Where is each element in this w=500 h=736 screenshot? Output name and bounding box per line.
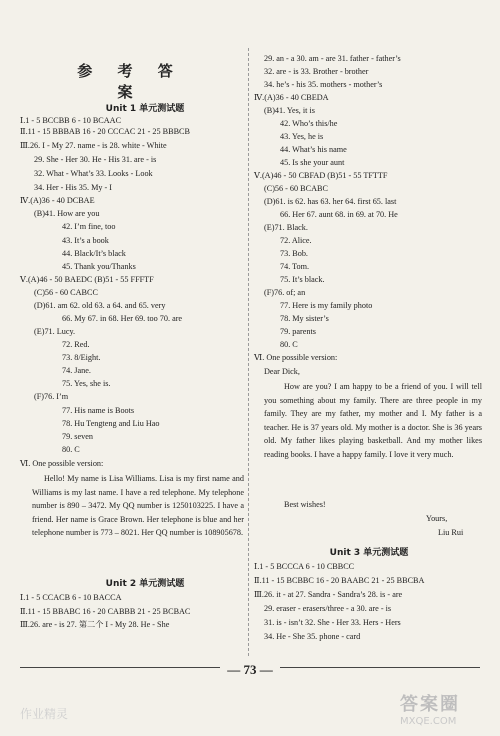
answer-line: Ⅳ.(A)36 - 40 DCBAE bbox=[20, 196, 95, 205]
answer-line: 80. C bbox=[62, 445, 80, 454]
answer-line: (E)71. Black. bbox=[264, 223, 308, 232]
answer-line: (D)61. am 62. old 63. a 64. and 65. very bbox=[34, 301, 166, 310]
answer-line: 44. Black/It’s black bbox=[62, 249, 126, 258]
answer-line: (F)76. of; an bbox=[264, 288, 306, 297]
unit2-heading: Unit 2 单元测试题 bbox=[105, 579, 185, 589]
answer-line: Ⅲ.26. are - is 27. 第二个 I - My 28. He - She bbox=[20, 620, 170, 629]
answer-line: 77. His name is Boots bbox=[62, 406, 135, 415]
answer-line: 34. Her - His 35. My - I bbox=[34, 183, 112, 192]
answer-line: 72. Red. bbox=[62, 340, 90, 349]
answer-line: 34. he’s - his 35. mothers - mother’s bbox=[264, 80, 383, 89]
answer-line: 79. seven bbox=[62, 432, 93, 441]
answer-line: Ⅱ.11 - 15 BBABC 16 - 20 CABBB 21 - 25 BCBAC bbox=[20, 607, 191, 616]
answer-line: 79. parents bbox=[280, 327, 316, 336]
answer-line: 75. Yes, she is. bbox=[62, 379, 111, 388]
faint-logo: 作业精灵 bbox=[20, 707, 69, 721]
answer-line: Ⅰ.1 - 5 BCCCA 6 - 10 CBBCC bbox=[254, 562, 355, 571]
answer-line: 29. eraser - erasers/three - a 30. are - is bbox=[264, 604, 392, 613]
watermark-title: 答案圈 bbox=[400, 694, 460, 715]
answer-line: 75. It’s black. bbox=[280, 275, 325, 284]
answer-line: 66. My 67. in 68. Her 69. too 70. are bbox=[62, 314, 183, 323]
page-title: 参 考 答 案 bbox=[77, 62, 183, 101]
watermark bbox=[400, 690, 490, 730]
answer-line: 34. He - She 35. phone - card bbox=[264, 632, 361, 641]
answer-line: Ⅰ.1 - 5 BCCBB 6 - 10 BCAAC bbox=[20, 116, 122, 125]
answer-line: (F)76. I’m bbox=[34, 392, 69, 401]
answer-line: 74. Tom. bbox=[280, 262, 310, 271]
answer-line: (B)41. How are you bbox=[34, 209, 100, 218]
answer-line: 73. Bob. bbox=[280, 249, 308, 258]
answer-line: 43. It’s a book bbox=[62, 236, 109, 245]
answer-line: 77. Here is my family photo bbox=[280, 301, 373, 310]
unit3-heading: Unit 3 单元测试题 bbox=[329, 548, 409, 558]
footer-rule-right bbox=[280, 667, 480, 668]
letter-yours: Yours, bbox=[426, 514, 448, 523]
answer-line: Ⅵ. One possible version: bbox=[254, 353, 338, 362]
answer-line: 29. an - a 30. am - are 31. father - father’s bbox=[264, 54, 401, 63]
answer-line: (C)56 - 60 CABCC bbox=[34, 288, 98, 297]
answer-line: 42. Who’s this/he bbox=[280, 119, 338, 128]
answer-line: (C)56 - 60 BCABC bbox=[264, 184, 328, 193]
letter-body: How are you? I am happy to be a friend of you. I will tell you something about my family. There are three people in my family. They are my father, my mother and I. My father is a teacher. He is 37 years old. My mother is a doctor. She is 36 years old. My father likes playing basketball. And my mother likes reading books. I have a happy family. I love it very much. bbox=[264, 382, 482, 459]
answer-line: 73. 8/Eight. bbox=[62, 353, 101, 362]
answer-line: 66. Her 67. aunt 68. in 69. at 70. He bbox=[280, 210, 398, 219]
answer-line: 80. C bbox=[280, 340, 298, 349]
answer-line: Ⅱ.11 - 15 BCBBC 16 - 20 BAABC 21 - 25 BBCBA bbox=[254, 576, 425, 585]
answer-line: 32. What - What’s 33. Looks - Look bbox=[34, 169, 153, 178]
answer-line: 43. Yes, he is bbox=[280, 132, 324, 141]
answer-line: Ⅴ.(A)46 - 50 CBFAD (B)51 - 55 TFTTF bbox=[254, 171, 388, 180]
answer-line: (E)71. Lucy. bbox=[34, 327, 76, 336]
answer-line: (B)41. Yes, it is bbox=[264, 106, 315, 115]
answer-line: 72. Alice. bbox=[280, 236, 312, 245]
unit1-heading: Unit 1 单元测试题 bbox=[105, 104, 185, 114]
answer-line: Ⅲ.26. it - at 27. Sandra - Sandra’s 28. is - are bbox=[254, 590, 403, 599]
answer-line: 78. My sister’s bbox=[280, 314, 329, 323]
answer-line: Ⅳ.(A)36 - 40 CBEDA bbox=[254, 93, 329, 102]
answer-line: Ⅵ. One possible version: bbox=[20, 459, 104, 468]
letter-greeting: Dear Dick, bbox=[264, 367, 300, 376]
answer-line: Ⅱ.11 - 15 BBBAB 16 - 20 CCCAC 21 - 25 BBBCB bbox=[20, 127, 190, 136]
answer-line: 78. Hu Tengteng and Liu Hao bbox=[62, 419, 160, 428]
page-number-value: 73 bbox=[243, 662, 257, 677]
answer-line: 29. She - Her 30. He - His 31. are - is bbox=[34, 155, 157, 164]
answer-line: 45. Is she your aunt bbox=[280, 158, 345, 167]
letter-signer: Liu Rui bbox=[438, 528, 464, 537]
answer-line: Ⅲ.26. I - My 27. name - is 28. white - White bbox=[20, 141, 167, 150]
answer-line: 31. is - isn’t 32. She - Her 33. Hers - Hers bbox=[264, 618, 401, 627]
answer-line: 32. are - is 33. Brother - brother bbox=[264, 67, 369, 76]
answer-line: 42. I’m fine, too bbox=[62, 222, 116, 231]
page-number: — 73 — bbox=[227, 662, 273, 677]
answer-line: Ⅴ.(A)46 - 50 BAEDC (B)51 - 55 FFFTF bbox=[20, 275, 154, 284]
letter-closing: Best wishes! bbox=[284, 500, 326, 509]
watermark-url: MXQE.COM bbox=[400, 716, 457, 727]
essay-paragraph: Hello! My name is Lisa Williams. Lisa is my first name and Williams is my last name. I have a red telephone. My telephone number is 890 – 3472. My QQ number is 1250103225. I have a friend. Her name is Grace Brown. Her telephone is blue and her telephone number is 773 – 8021. Her QQ number is 108905678. bbox=[32, 474, 244, 538]
answer-line: 44. What’s his name bbox=[280, 145, 347, 154]
answer-line: (D)61. is 62. has 63. her 64. first 65. last bbox=[264, 197, 397, 206]
answer-line: 45. Thank you/Thanks bbox=[62, 262, 136, 271]
answer-line: Ⅰ.1 - 5 CCACB 6 - 10 BACCA bbox=[20, 593, 122, 602]
answer-line: 74. Jane. bbox=[62, 366, 91, 375]
column-divider bbox=[248, 48, 249, 656]
